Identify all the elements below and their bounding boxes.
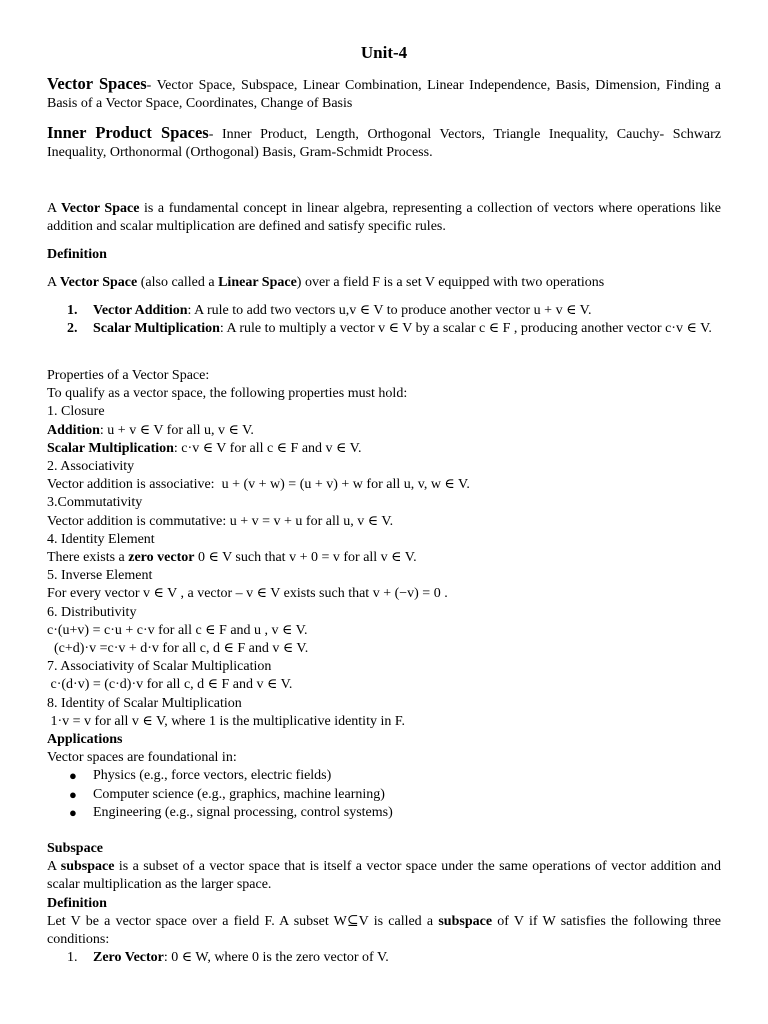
definition-heading [47, 246, 721, 264]
topic-text: - Inner Product, Length, Orthogonal Vectors, Triangle Inequality, Cauchy- Schwarz Inequality, Orthonormal (Orthogonal) Basis, Gram-Schmidt Process. [47, 127, 721, 161]
property-heading: 8. Identity of Scalar Multiplication [47, 695, 242, 711]
term: Vector Space [60, 201, 140, 216]
term: Linear Space [218, 275, 297, 290]
definition-paragraph [47, 274, 721, 292]
operations-list [47, 302, 721, 338]
property-line [47, 549, 721, 567]
term: Zero Vector [93, 950, 164, 966]
list-number: 1. [67, 303, 78, 318]
list-item [47, 949, 721, 967]
list-number: 2. [67, 321, 78, 337]
subspace-heading [47, 840, 721, 858]
text: is a fundamental concept in linear algebra, representing a collection of vectors where operations like addition and scalar multiplication are defined and satisfy specific rules. [47, 201, 721, 235]
property-line: (c+d)·v =c·v + d·v for all c, d ∈ F and v ∈ V. [47, 641, 309, 657]
text: : 0 ∈ W, where 0 is the zero vector of V. [163, 950, 389, 966]
property-heading: 1. Closure [47, 404, 105, 420]
topic-vector-spaces [47, 75, 721, 113]
term: Scalar Multiplication [47, 440, 174, 456]
property-heading: 7. Associativity of Scalar Multiplication [47, 659, 272, 675]
list-number: 1. [67, 950, 78, 966]
topic-inner-product-spaces [47, 124, 721, 162]
text: Engineering (e.g., signal processing, control systems) [93, 804, 393, 820]
text: Computer science (e.g., graphics, machine learning) [93, 786, 385, 802]
term: subspace [60, 859, 115, 875]
bullet-icon: ● [69, 768, 77, 784]
term: subspace [438, 913, 493, 929]
property-line: For every vector v ∈ V , a vector – v ∈ V exists such that v + (−v) = 0 . [47, 586, 448, 602]
term: Addition [47, 422, 100, 438]
text: (also called a [137, 275, 219, 290]
text: 0 ∈ V such that v + 0 = v for all v ∈ V. [194, 550, 417, 566]
text: A [47, 275, 60, 290]
text: : A rule to multiply a vector v ∈ V by a scalar c ∈ F , producing another vector c·v ∈ V. [219, 321, 712, 337]
property-line: Vector addition is commutative: u + v = v + u for all u, v ∈ V. [47, 513, 394, 529]
heading-text: Applications [47, 732, 123, 748]
heading-text: Definition [47, 895, 107, 911]
term: Vector Space [59, 275, 138, 290]
subspace-definition-heading [47, 895, 721, 913]
text: There exists a [47, 550, 129, 566]
list-item [47, 302, 721, 320]
subspace-section [47, 840, 721, 967]
text: : c·v ∈ V for all c ∈ F and v ∈ V. [173, 440, 362, 456]
text: is a subset of a vector space that is itself a vector space under the same operations of vector addition and scalar multiplication as the larger space. [47, 859, 721, 893]
bullet-icon: ● [69, 786, 77, 802]
intro-paragraph [47, 200, 721, 236]
term: Scalar Multiplication [93, 321, 220, 337]
page-title: Unit-4 [360, 43, 408, 62]
properties-title: Properties of a Vector Space: [47, 368, 210, 383]
text: : A rule to add two vectors u,v ∈ V to produce another vector u + v ∈ V. [187, 303, 592, 318]
properties-section [47, 367, 721, 822]
text: of V if W satisfies the following three conditions: [47, 913, 721, 948]
applications-intro: Vector spaces are foundational in: [47, 750, 237, 766]
term: Vector Addition [93, 303, 188, 318]
topic-heading: Inner Product Spaces [47, 123, 209, 142]
property-heading: 6. Distributivity [47, 604, 137, 620]
text: : u + v ∈ V for all u, v ∈ V. [99, 422, 254, 438]
heading-text: Definition [47, 247, 107, 262]
subspace-definition [47, 913, 721, 949]
applications-heading [47, 731, 721, 749]
text: Let V be a vector space over a field F. A subset W⊆V is called a [47, 913, 439, 929]
topic-text: - Vector Space, Subspace, Linear Combination, Linear Independence, Basis, Dimension, Finding a Basis of a Vector Space, Coordinates, Change of Basis [47, 78, 721, 112]
text: ) over a field F is a set V equipped with two operations [296, 275, 605, 290]
list-item [47, 767, 721, 785]
text: Physics (e.g., force vectors, electric fields) [93, 768, 332, 784]
property-line: Vector addition is associative: u + (v + w) = (u + v) + w for all u, v, w ∈ V. [47, 477, 470, 493]
property-line: c·(d·v) = (c·d)·v for all c, d ∈ F and v ∈ V. [47, 677, 293, 693]
property-line: c·(u+v) = c·u + c·v for all c ∈ F and u , v ∈ V. [47, 622, 308, 638]
list-item [47, 804, 721, 822]
text: A [47, 859, 61, 875]
list-item [47, 786, 721, 804]
property-heading: 5. Inverse Element [47, 568, 153, 584]
text: A [47, 201, 61, 216]
property-line: 1·v = v for all v ∈ V, where 1 is the multiplicative identity in F. [47, 713, 406, 729]
property-line [47, 422, 721, 440]
topic-heading: Vector Spaces [47, 74, 147, 93]
list-item [47, 320, 721, 338]
property-heading: 3.Commutativity [47, 495, 143, 511]
property-heading: 4. Identity Element [47, 531, 155, 547]
heading-text: Subspace [47, 841, 104, 856]
property-heading: 2. Associativity [47, 459, 135, 475]
bullet-icon: ● [69, 804, 77, 820]
subspace-paragraph [47, 858, 721, 894]
properties-intro: To qualify as a vector space, the following properties must hold: [47, 386, 408, 402]
term: zero vector [128, 550, 195, 566]
property-line [47, 440, 721, 458]
